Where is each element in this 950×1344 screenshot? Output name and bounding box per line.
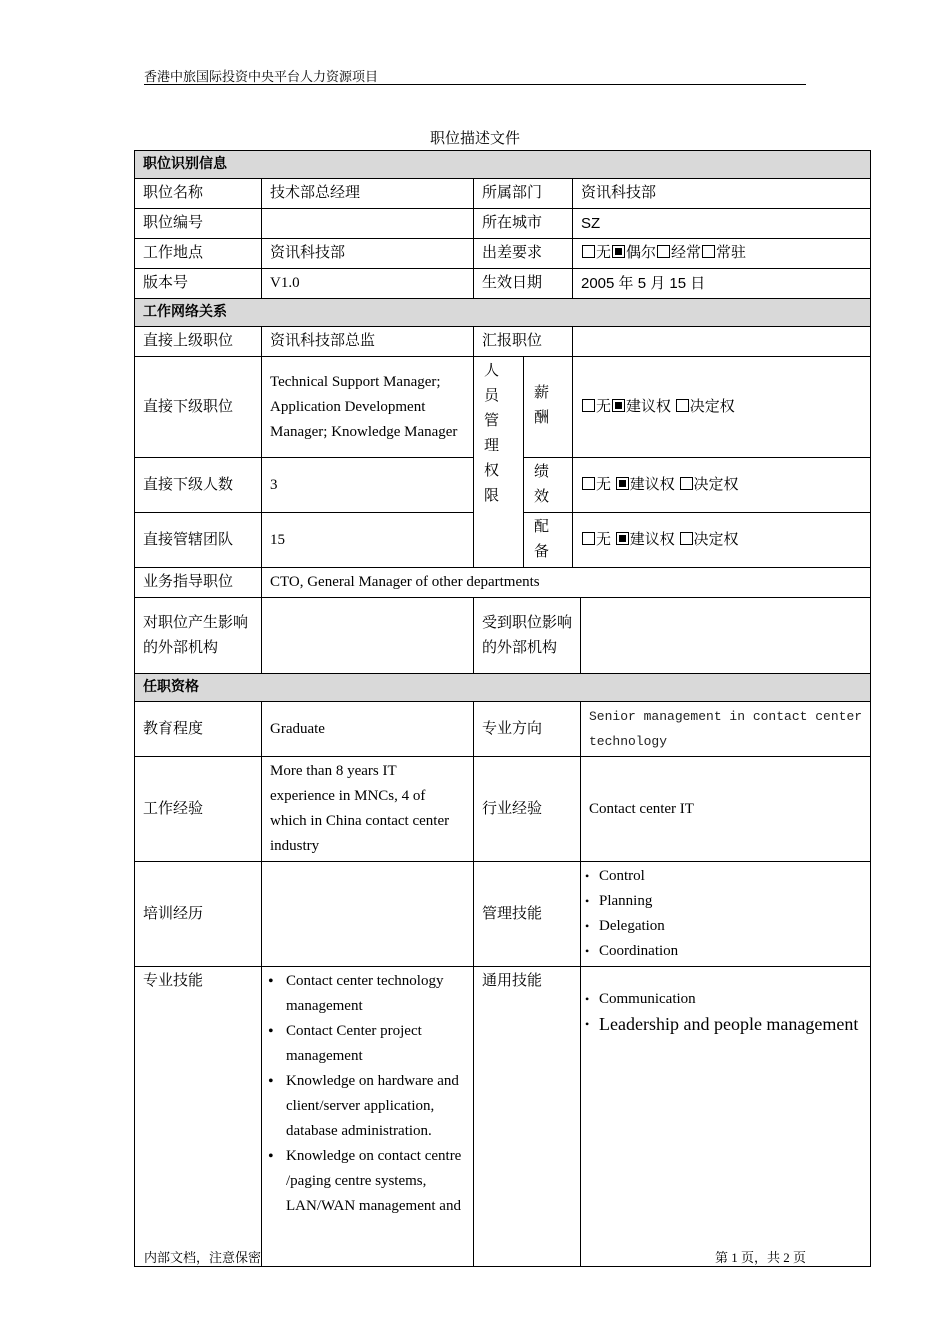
experience-label: 工作经验 — [135, 757, 262, 862]
education-label: 教育程度 — [135, 702, 262, 757]
superior-label: 直接上级职位 — [135, 327, 262, 357]
checkbox-icon — [680, 532, 693, 545]
professional-skills-label: 专业技能 — [135, 967, 262, 1267]
performance-authority-options: 无 建议权 决定权 — [573, 458, 871, 513]
header-rule — [144, 84, 806, 85]
checkbox-checked-icon — [616, 532, 629, 545]
staffing-label: 配 备 — [524, 513, 573, 568]
general-skills-label: 通用技能 — [474, 967, 581, 1267]
sub-count-value: 3 — [262, 458, 474, 513]
footer-page-number: 第 1 页，共 2 页 — [714, 1250, 806, 1265]
management-skills-list — [581, 862, 871, 967]
section-network: 工作网络关系 — [135, 299, 871, 327]
external-influence-label: 对职位产生影响的外部机构 — [135, 598, 262, 674]
section-qualification: 任职资格 — [135, 674, 871, 702]
salary-authority-options: 无 建议权 决定权 — [573, 357, 871, 458]
guide-value: CTO, General Manager of other departments — [262, 568, 871, 598]
training-value — [262, 862, 474, 967]
position-code-label: 职位编号 — [135, 209, 262, 239]
position-code-value — [262, 209, 474, 239]
authority-label: 人 员 管 理 权 限 — [474, 357, 524, 568]
travel-label: 出差要求 — [474, 239, 573, 269]
list-item: • Contact Center project management — [266, 1019, 465, 1069]
external-influence-value — [262, 598, 474, 674]
city-label: 所在城市 — [474, 209, 573, 239]
position-name-label: 职位名称 — [135, 179, 262, 209]
checkbox-icon — [582, 477, 595, 490]
checkbox-checked-icon — [612, 399, 625, 412]
team-value: 15 — [262, 513, 474, 568]
external-affected-label: 受到职位影响的外部机构 — [474, 598, 581, 674]
major-label: 专业方向 — [474, 702, 581, 757]
checkbox-icon — [582, 532, 595, 545]
effective-date-value: 2005 年 5 月 15 日 — [573, 269, 871, 299]
major-value: Senior management in contact center technology — [581, 702, 871, 757]
performance-label: 绩 效 — [524, 458, 573, 513]
external-affected-value — [581, 598, 871, 674]
list-item: • Coordination — [585, 939, 862, 964]
professional-skills-list — [262, 967, 474, 1267]
city-value: SZ — [573, 209, 871, 239]
checkbox-checked-icon — [612, 245, 625, 258]
checkbox-icon — [582, 399, 595, 412]
checkbox-icon — [680, 477, 693, 490]
job-description-table — [134, 150, 871, 1267]
checkbox-icon — [582, 245, 595, 258]
department-label: 所属部门 — [474, 179, 573, 209]
report-value — [573, 327, 871, 357]
subordinate-value: Technical Support Manager; Application Development Manager; Knowledge Manager — [262, 357, 474, 458]
general-skills-list — [581, 967, 871, 1267]
list-item: • Leadership and people management — [585, 1012, 862, 1037]
travel-options: 无 偶尔 经常 常驻 — [573, 239, 871, 269]
team-label: 直接管辖团队 — [135, 513, 262, 568]
subordinate-label: 直接下级职位 — [135, 357, 262, 458]
work-location-value: 资讯科技部 — [262, 239, 474, 269]
salary-label: 薪 酬 — [524, 357, 573, 458]
document-title: 职位描述文件 — [429, 131, 520, 147]
section-identification: 职位识别信息 — [135, 151, 871, 179]
checkbox-icon — [657, 245, 670, 258]
list-item: • Knowledge on contact centre /paging centre systems, LAN/WAN management and — [266, 1144, 465, 1219]
list-item: • Control — [585, 864, 862, 889]
guide-label: 业务指导职位 — [135, 568, 262, 598]
report-label: 汇报职位 — [474, 327, 573, 357]
work-location-label: 工作地点 — [135, 239, 262, 269]
list-item: • Contact center technology management — [266, 969, 465, 1019]
management-skills-label: 管理技能 — [474, 862, 581, 967]
experience-value: More than 8 years IT experience in MNCs, 4 of which in China contact center industry — [262, 757, 474, 862]
staffing-authority-options: 无 建议权 决定权 — [573, 513, 871, 568]
version-value: V1.0 — [262, 269, 474, 299]
superior-value: 资讯科技部总监 — [262, 327, 474, 357]
checkbox-icon — [676, 399, 689, 412]
page-header: 香港中旅国际投资中央平台人力资源项目 — [144, 69, 379, 84]
department-value: 资讯科技部 — [573, 179, 871, 209]
sub-count-label: 直接下级人数 — [135, 458, 262, 513]
footer-confidential: 内部文档，注意保密 — [144, 1250, 262, 1265]
effective-date-label: 生效日期 — [474, 269, 573, 299]
checkbox-icon — [702, 245, 715, 258]
industry-label: 行业经验 — [474, 757, 581, 862]
industry-value: Contact center IT — [581, 757, 871, 862]
list-item: • Delegation — [585, 914, 862, 939]
list-item: • Planning — [585, 889, 862, 914]
list-item: • Communication — [585, 987, 862, 1012]
position-name-value: 技术部总经理 — [262, 179, 474, 209]
checkbox-checked-icon — [616, 477, 629, 490]
version-label: 版本号 — [135, 269, 262, 299]
list-item: • Knowledge on hardware and client/server application, database administration. — [266, 1069, 465, 1144]
education-value: Graduate — [262, 702, 474, 757]
training-label: 培训经历 — [135, 862, 262, 967]
